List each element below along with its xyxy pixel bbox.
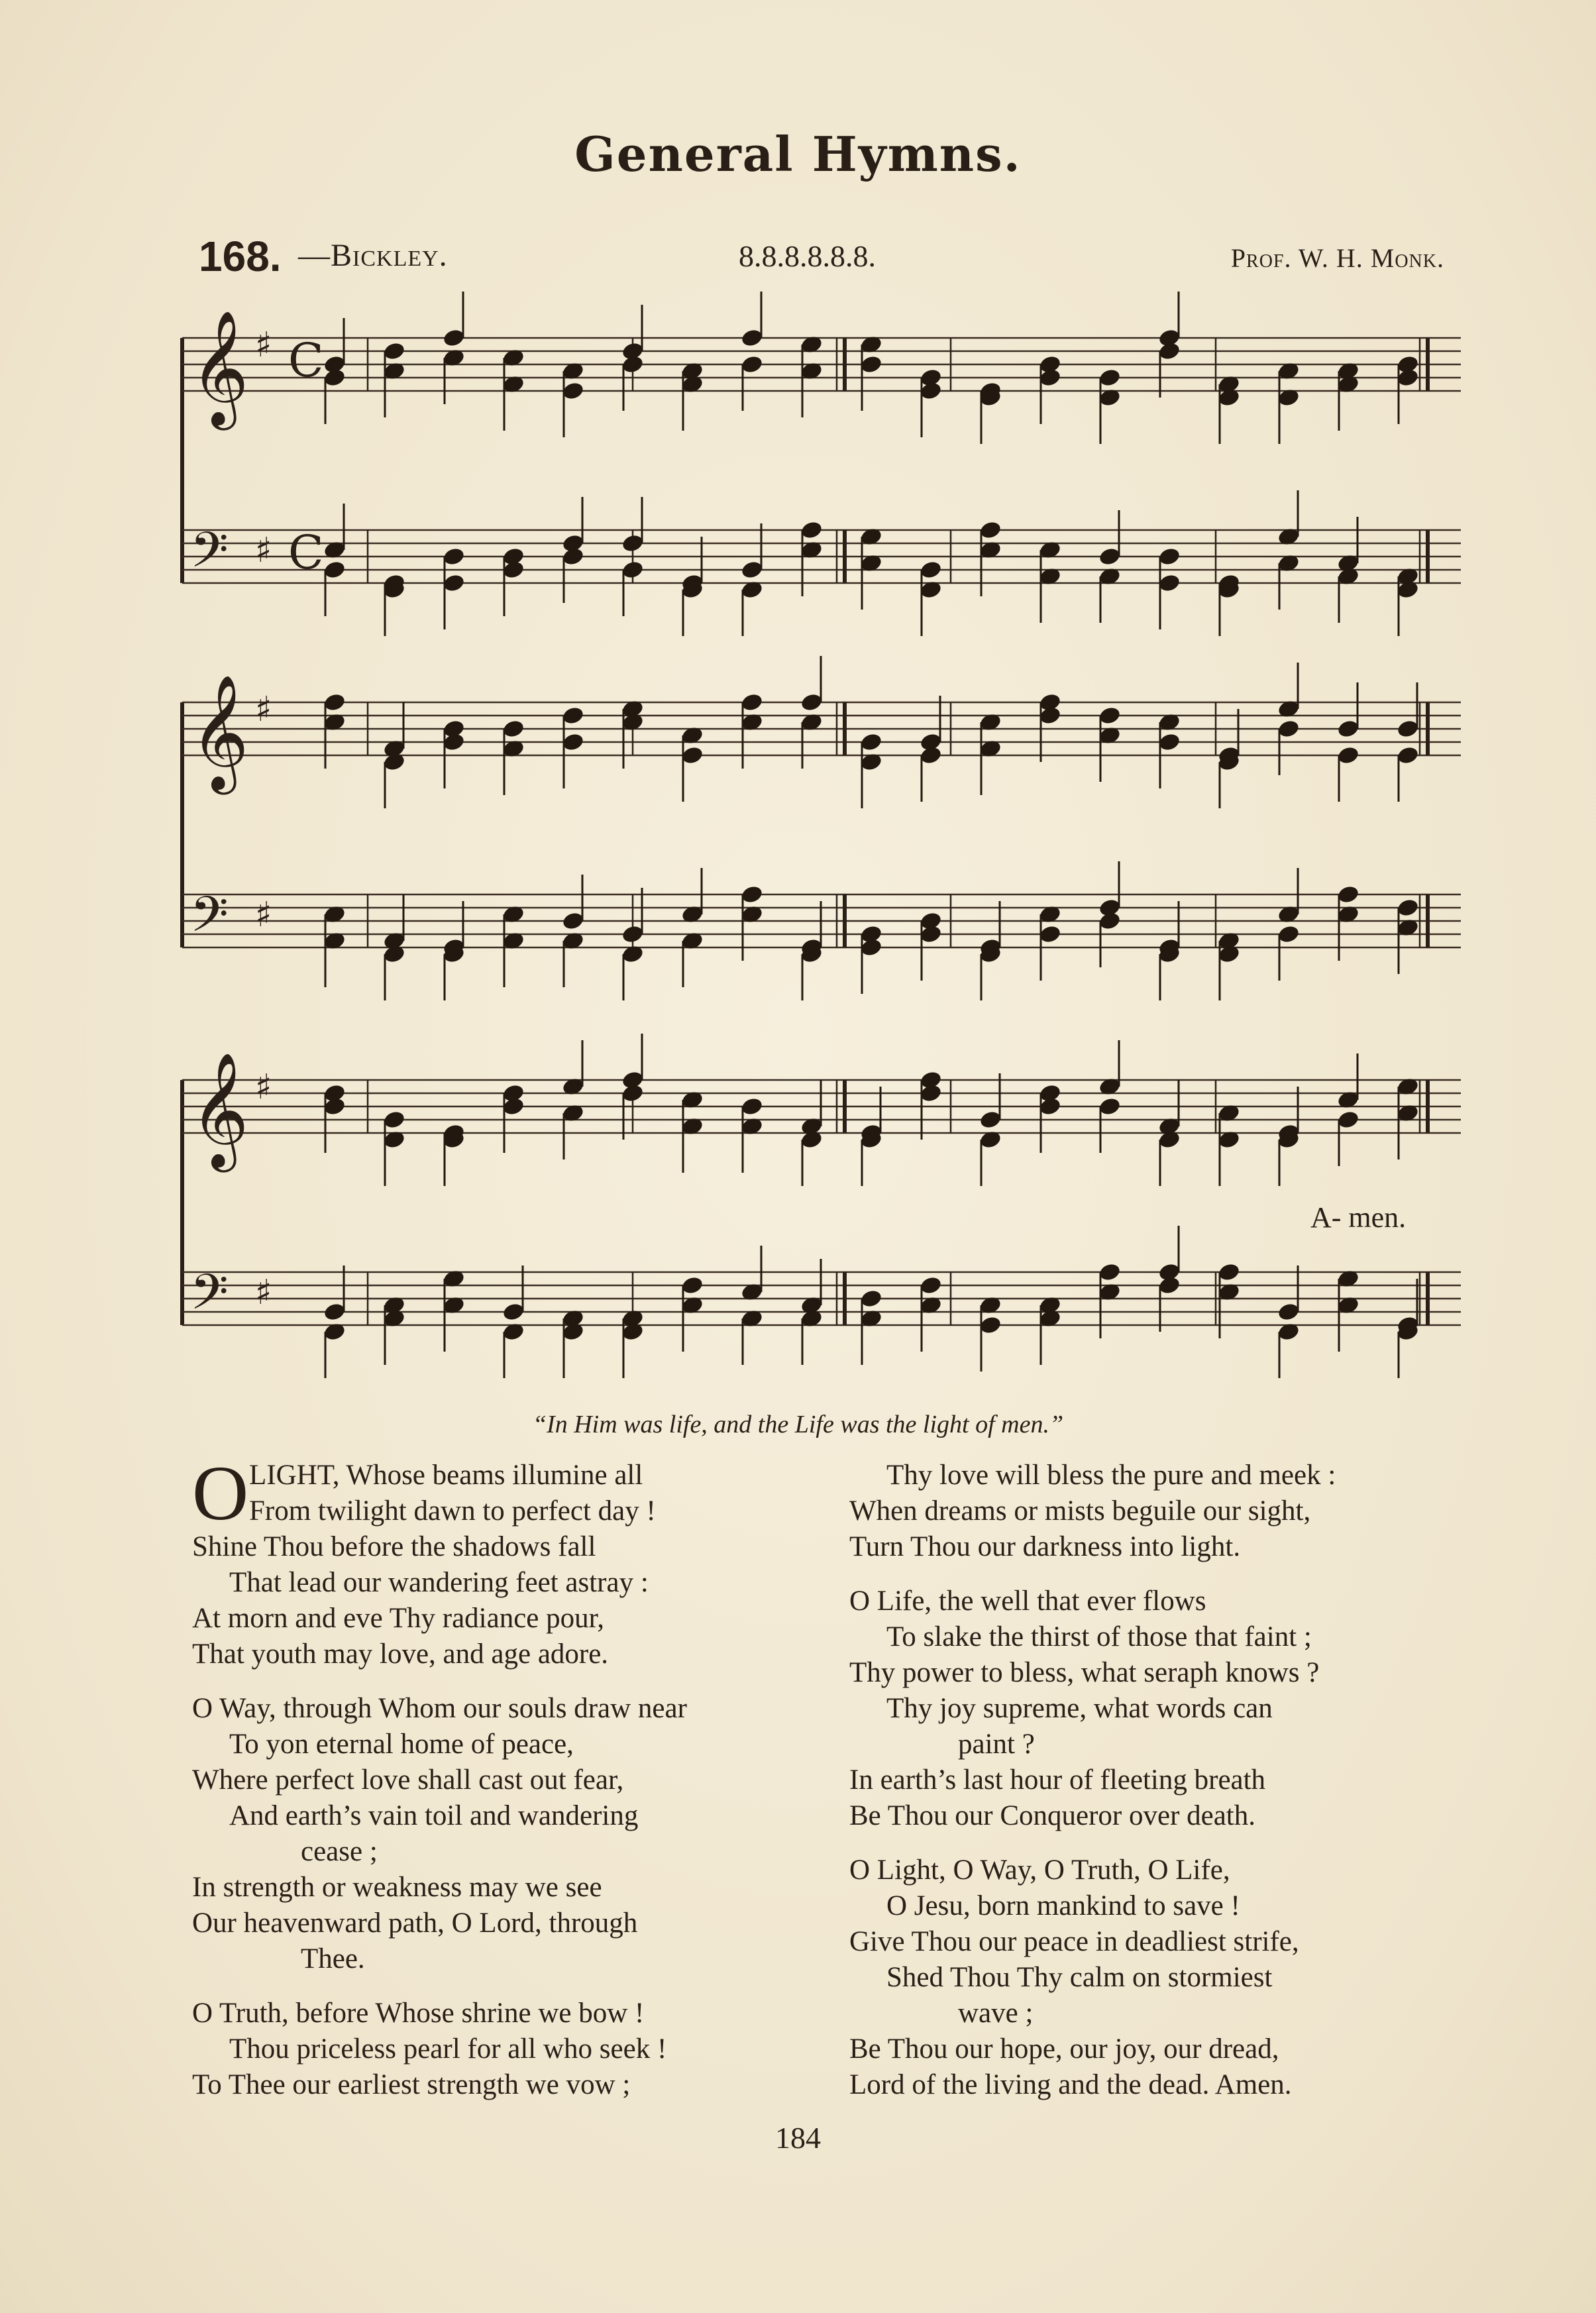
hymn-header: [199, 232, 1444, 292]
verse-line: [192, 1637, 828, 1672]
time-signature: C: [288, 525, 324, 580]
verse-line: [849, 1798, 1465, 1834]
verse-line-text: Thy joy supreme, what words can: [886, 1693, 1273, 1724]
verse-line-text: At morn and eve Thy radiance pour,: [192, 1603, 604, 1634]
bass-clef-icon: 𝄢: [190, 886, 229, 955]
meter: 8.8.8.8.8.8.: [739, 239, 876, 273]
verse-line: [849, 2031, 1465, 2067]
verse-line: [849, 1655, 1465, 1691]
verse-line: [192, 1529, 828, 1565]
amen-label: A- men.: [1310, 1201, 1407, 1234]
verse-line-text: In earth’s last hour of fleeting breath: [849, 1764, 1266, 1796]
verse-line: [192, 1870, 828, 1906]
verse-line: [192, 1601, 828, 1637]
music-score: [169, 292, 1481, 1405]
verse-line: [849, 1853, 1465, 1888]
treble-clef-icon: 𝄞: [190, 310, 249, 425]
drop-cap: O: [192, 1450, 249, 1536]
verse-line-text: That youth may love, and age adore.: [192, 1639, 609, 1670]
sharp-icon: ♯: [255, 325, 272, 365]
stanza: [192, 1996, 828, 2103]
treble-clef-icon: 𝄞: [190, 1052, 249, 1167]
stanza: [192, 1450, 828, 1672]
verse-line-text: Our heavenward path, O Lord, through: [192, 1908, 638, 1939]
running-head: General Hymns.: [574, 126, 1022, 182]
verse-line-text: Thy power to bless, what seraph knows ?: [849, 1657, 1320, 1688]
verse-line-text: Be Thou our hope, our joy, our dread,: [849, 2033, 1279, 2065]
verse-line-text: Thy love will bless the pure and meek :: [886, 1460, 1336, 1491]
treble-clef-icon: 𝄞: [190, 674, 249, 790]
verse-line: [192, 2067, 828, 2103]
verse-line: [849, 1458, 1465, 1493]
verse-line-text: Thee.: [301, 1943, 365, 1974]
verse-line-text: From twilight dawn to perfect day !: [249, 1495, 656, 1527]
verse-line-text: O Life, the well that ever flows: [849, 1586, 1206, 1617]
verse-line: [192, 1834, 828, 1870]
hymn-number: 168.: [199, 233, 282, 280]
verse-line-text: Shine Thou before the shadows fall: [192, 1531, 596, 1562]
verse-line: [192, 1941, 828, 1977]
verse-line: [192, 1762, 828, 1798]
composer: Prof. W. H. Monk.: [1230, 243, 1444, 273]
epigraph: “In Him was life, and the Life was the light of men.”: [532, 1411, 1064, 1438]
verse-line: [849, 1691, 1465, 1727]
verse-line-text: Turn Thou our darkness into light.: [849, 1531, 1241, 1562]
bass-clef-icon: 𝄢: [190, 1264, 229, 1333]
verse-line-text: Be Thou our Conqueror over death.: [849, 1800, 1256, 1831]
stanza: [192, 1691, 828, 1977]
verse-line: [849, 1727, 1465, 1762]
verse-line: [849, 1996, 1465, 2031]
sharp-icon: ♯: [255, 531, 272, 570]
verse-line-text: To yon eternal home of peace,: [229, 1729, 574, 1760]
verse-line-text: LIGHT, Whose beams illumine all: [249, 1460, 643, 1491]
stanza: [849, 1584, 1465, 1834]
verse-line: [192, 1565, 828, 1601]
verse-line-text: To slake the thirst of those that faint ;: [886, 1621, 1312, 1652]
verse-line-text: paint ?: [958, 1729, 1035, 1760]
verse-line-text: O Truth, before Whose shrine we bow !: [192, 1998, 645, 2029]
tune-name: —Bickley.: [298, 238, 448, 273]
verse-line: [192, 1906, 828, 1941]
verse-line-text: Lord of the living and the dead. Amen.: [849, 2069, 1292, 2100]
verse-line: [192, 1727, 828, 1762]
verse-line-text: Shed Thou Thy calm on stormiest: [886, 1962, 1273, 1993]
bass-clef-icon: 𝄢: [190, 521, 229, 591]
verse-line: [849, 1762, 1465, 1798]
verse-line: [849, 2067, 1465, 2103]
verse-line: [849, 1584, 1465, 1619]
verse-line-text: When dreams or mists beguile our sight,: [849, 1495, 1311, 1527]
time-signature: C: [288, 333, 324, 388]
verse-line: [849, 1888, 1465, 1924]
verse-line-text: O Way, through Whom our souls draw near: [192, 1693, 687, 1724]
verse-line: [849, 1960, 1465, 1996]
verse-line-text: In strength or weakness may we see: [192, 1872, 602, 1903]
verse-line-text: That lead our wandering feet astray :: [229, 1567, 649, 1598]
stanza: [849, 1458, 1465, 1565]
verse-line-text: Give Thou our peace in deadliest strife,: [849, 1926, 1299, 1957]
verse-line: [849, 1619, 1465, 1655]
verse-line: [849, 1493, 1465, 1529]
hymn-text-right-column: [849, 1458, 1465, 2122]
verse-line: [192, 1996, 828, 2031]
verse-line: [192, 2031, 828, 2067]
verse-line-text: And earth’s vain toil and wandering: [229, 1800, 639, 1831]
verse-line-text: wave ;: [958, 1998, 1034, 2029]
sharp-icon: ♯: [255, 690, 272, 729]
verse-line: [192, 1493, 828, 1529]
stanza: [849, 1853, 1465, 2103]
verse-line-text: Where perfect love shall cast out fear,: [192, 1764, 624, 1796]
sharp-icon: ♯: [255, 1273, 272, 1313]
verse-line-text: O Light, O Way, O Truth, O Life,: [849, 1855, 1230, 1886]
page-number: 184: [775, 2121, 821, 2155]
verse-line: [192, 1691, 828, 1727]
hymn-text-left-column: [192, 1450, 828, 2122]
verse-line: [192, 1798, 828, 1834]
verse-line-text: To Thee our earliest strength we vow ;: [192, 2069, 631, 2100]
sharp-icon: ♯: [255, 895, 272, 935]
verse-line: [849, 1529, 1465, 1565]
verse-line: [849, 1924, 1465, 1960]
verse-line-text: O Jesu, born mankind to save !: [886, 1890, 1240, 1921]
verse-line-text: cease ;: [301, 1836, 378, 1867]
verse-line-text: Thou priceless pearl for all who seek !: [229, 2033, 667, 2065]
sharp-icon: ♯: [255, 1067, 272, 1107]
